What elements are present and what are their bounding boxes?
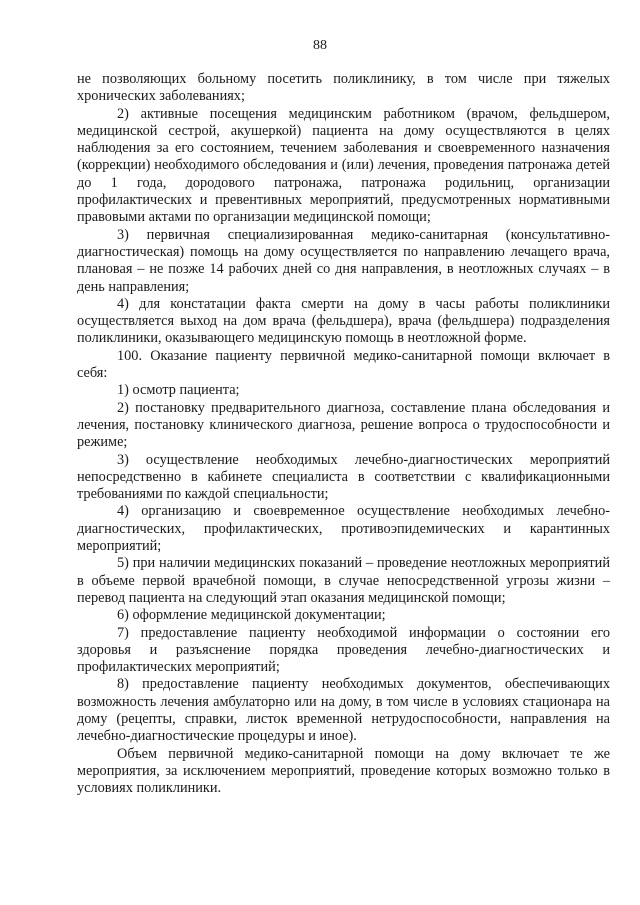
paragraph: 2) активные посещения медицинским работником (врачом, фельдшером, медицинской сестрой, акушеркой) пациента на дому осуществляются в целях наблюдения за его состоянием, течением заболевания и своевременного назначения (коррекции) необходимого обследования и (или) лечения, проведения патронажа детей до 1 года, дородового патронажа, патронажа родильниц, организации профилактических и превентивных мероприятий, предусмотренных нормативными правовыми актами по организации медицинской помощи;	[77, 105, 610, 226]
paragraph: 3) первичная специализированная медико-санитарная (консультативно-диагностическая) помощь на дому осуществляется по направлению лечащего врача, плановая – не позже 14 рабочих дней со дня направления, в неотложных случаях – в день направления;	[77, 226, 610, 295]
paragraph: 6) оформление медицинской документации;	[117, 607, 386, 624]
paragraph: 4) организацию и своевременное осуществление необходимых лечебно-диагностических, профилактических, противоэпидемических и карантинных мероприятий;	[77, 503, 610, 555]
paragraph: 8) предоставление пациенту необходимых документов, обеспечивающих возможность лечения амбулаторно или на дому, в том числе в условиях стационара на дому (рецепты, справки, листок временной нетрудоспособности, направления на лечебно-диагностические процедуры и иное).	[77, 676, 610, 745]
paragraph: 4) для констатации факта смерти на дому в часы работы поликлиники осуществляется выход на дом врача (фельдшера), врача (фельдшера) подразделения поликлиники, оказывающего медицинскую помощь в неотложной форме.	[77, 295, 610, 347]
page-number: 88	[313, 38, 327, 53]
document-body	[77, 71, 610, 797]
paragraph: Объем первичной медико-санитарной помощи на дому включает те же мероприятия, за исключением мероприятий, проведение которых возможно только в условиях поликлиники.	[77, 745, 610, 797]
paragraph: 3) осуществление необходимых лечебно-диагностических мероприятий непосредственно в кабинете специалиста в соответствии с квалификационными требованиями по каждой специальности;	[77, 451, 610, 503]
paragraph: 1) осмотр пациента;	[117, 382, 240, 399]
paragraph: 2) постановку предварительного диагноза, составление плана обследования и лечения, постановку клинического диагноза, решение вопроса о трудоспособности и режиме;	[77, 399, 610, 451]
paragraph: не позволяющих больному посетить поликлинику, в том числе при тяжелых хронических заболеваниях;	[77, 71, 610, 105]
paragraph: 100. Оказание пациенту первичной медико-санитарной помощи включает в себя:	[77, 347, 610, 382]
paragraph: 5) при наличии медицинских показаний – проведение неотложных мероприятий в объеме первой врачебной помощи, в случае непосредственной угрозы жизни – перевод пациента на следующий этап оказания медицинской помощи;	[77, 555, 610, 606]
paragraph: 7) предоставление пациенту необходимой информации о состоянии его здоровья и разъяснение порядка проведения лечебно-диагностических и профилактических мероприятий;	[77, 624, 610, 676]
